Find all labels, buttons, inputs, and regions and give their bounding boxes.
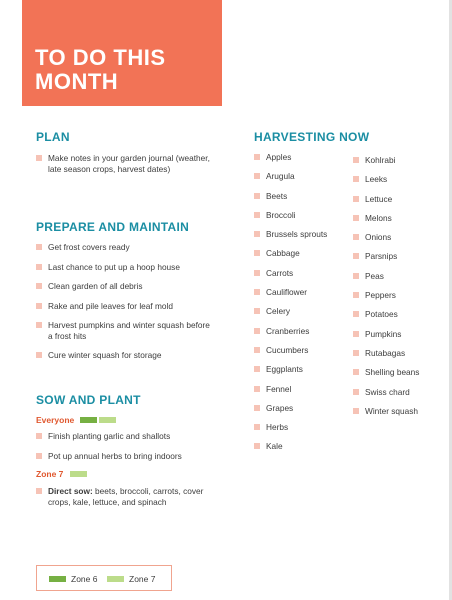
harvest-item: Peas <box>353 271 448 282</box>
list-item: Harvest pumpkins and winter squash before a frost hits <box>36 320 216 341</box>
bullet-square <box>353 389 359 395</box>
bullet-square <box>353 292 359 298</box>
harvest-item: Beets <box>254 191 349 202</box>
harvest-item: Apples <box>254 152 349 163</box>
list-item: Get frost covers ready <box>36 242 216 253</box>
harvest-item: Cucumbers <box>254 345 349 356</box>
bullet-square <box>353 234 359 240</box>
bullet-square <box>353 176 359 182</box>
everyone-list <box>36 431 226 461</box>
harvest-column-2 <box>353 155 448 425</box>
bullet-square <box>36 352 42 358</box>
bullet-square <box>254 308 260 314</box>
bullet-square <box>254 289 260 295</box>
bullet-square <box>254 347 260 353</box>
bullet-square <box>36 322 42 328</box>
harvest-column-1 <box>254 152 349 461</box>
harvest-item: Onions <box>353 232 448 243</box>
everyone-label: Everyone <box>36 415 75 425</box>
list-item: Last chance to put up a hoop house <box>36 262 216 273</box>
harvest-item: Lettuce <box>353 194 448 205</box>
header-banner <box>22 0 222 106</box>
bullet-square <box>353 369 359 375</box>
prepare-list <box>36 242 216 361</box>
bullet-square <box>254 212 260 218</box>
harvest-item: Celery <box>254 306 349 317</box>
bullet-square <box>36 433 42 439</box>
bullet-square <box>254 328 260 334</box>
list-item: Make notes in your garden journal (weather, late season crops, harvest dates) <box>36 153 216 174</box>
harvest-item: Carrots <box>254 268 349 279</box>
harvest-item: Fennel <box>254 384 349 395</box>
bullet-square <box>254 270 260 276</box>
harvest-item: Potatoes <box>353 309 448 320</box>
zone7-label: Zone 7 <box>36 469 64 479</box>
harvest-item: Arugula <box>254 171 349 182</box>
harvest-item: Parsnips <box>353 251 448 262</box>
zone7-swatch <box>99 417 116 423</box>
harvest-item: Cabbage <box>254 248 349 259</box>
harvest-item: Brussels sprouts <box>254 229 349 240</box>
bullet-square <box>36 303 42 309</box>
bullet-square <box>353 273 359 279</box>
bullet-square <box>353 196 359 202</box>
bullet-square <box>254 366 260 372</box>
bullet-square <box>353 350 359 356</box>
legend-zone7-label: Zone 7 <box>129 574 156 584</box>
page-title: TO DO THIS MONTH <box>35 45 166 94</box>
list-item: Rake and pile leaves for leaf mold <box>36 301 216 312</box>
bullet-square <box>36 488 42 494</box>
list-item: Finish planting garlic and shallots <box>36 431 226 442</box>
harvest-item: Cranberries <box>254 326 349 337</box>
harvest-item: Kohlrabi <box>353 155 448 166</box>
harvest-item: Broccoli <box>254 210 349 221</box>
harvest-item: Melons <box>353 213 448 224</box>
sow-heading: SOW AND PLANT <box>36 393 141 407</box>
harvest-item: Eggplants <box>254 364 349 375</box>
bullet-square <box>254 173 260 179</box>
bullet-square <box>254 154 260 160</box>
prepare-heading: PREPARE AND MAINTAIN <box>36 220 190 234</box>
bullet-square <box>36 244 42 250</box>
plan-list <box>36 153 216 174</box>
harvest-item: Herbs <box>254 422 349 433</box>
bullet-square <box>254 424 260 430</box>
zone6-swatch <box>80 417 97 423</box>
bullet-square <box>36 283 42 289</box>
bullet-square <box>254 193 260 199</box>
bullet-square <box>36 155 42 161</box>
legend-zone6-label: Zone 6 <box>71 574 98 584</box>
bullet-square <box>254 231 260 237</box>
zone7-swatch <box>107 576 124 582</box>
harvest-item: Kale <box>254 441 349 452</box>
bullet-square <box>353 253 359 259</box>
bullet-square <box>353 215 359 221</box>
list-item: Direct sow: beets, broccoli, carrots, cover crops, kale, lettuce, and spinach <box>36 486 216 507</box>
harvest-item: Peppers <box>353 290 448 301</box>
bullet-square <box>353 311 359 317</box>
bullet-square <box>353 408 359 414</box>
zone-legend <box>36 565 172 591</box>
list-item: Clean garden of all debris <box>36 281 216 292</box>
plan-heading: PLAN <box>36 130 70 144</box>
list-item: Cure winter squash for storage <box>36 350 216 361</box>
harvest-item: Cauliflower <box>254 287 349 298</box>
list-item: Pot up annual herbs to bring indoors <box>36 451 226 462</box>
harvest-item: Winter squash <box>353 406 448 417</box>
bullet-square <box>36 264 42 270</box>
harvest-item: Pumpkins <box>353 329 448 340</box>
zone6-swatch <box>49 576 66 582</box>
harvest-item: Grapes <box>254 403 349 414</box>
harvest-item: Swiss chard <box>353 387 448 398</box>
harvest-item: Leeks <box>353 174 448 185</box>
bullet-square <box>254 250 260 256</box>
bullet-square <box>353 331 359 337</box>
harvest-heading: HARVESTING NOW <box>254 130 370 144</box>
bullet-square <box>353 157 359 163</box>
zone7-swatch <box>70 471 87 477</box>
zone7-list <box>36 486 216 507</box>
bullet-square <box>254 405 260 411</box>
bullet-square <box>36 453 42 459</box>
harvest-item: Shelling beans <box>353 367 448 378</box>
harvest-item: Rutabagas <box>353 348 448 359</box>
bullet-square <box>254 443 260 449</box>
bullet-square <box>254 386 260 392</box>
